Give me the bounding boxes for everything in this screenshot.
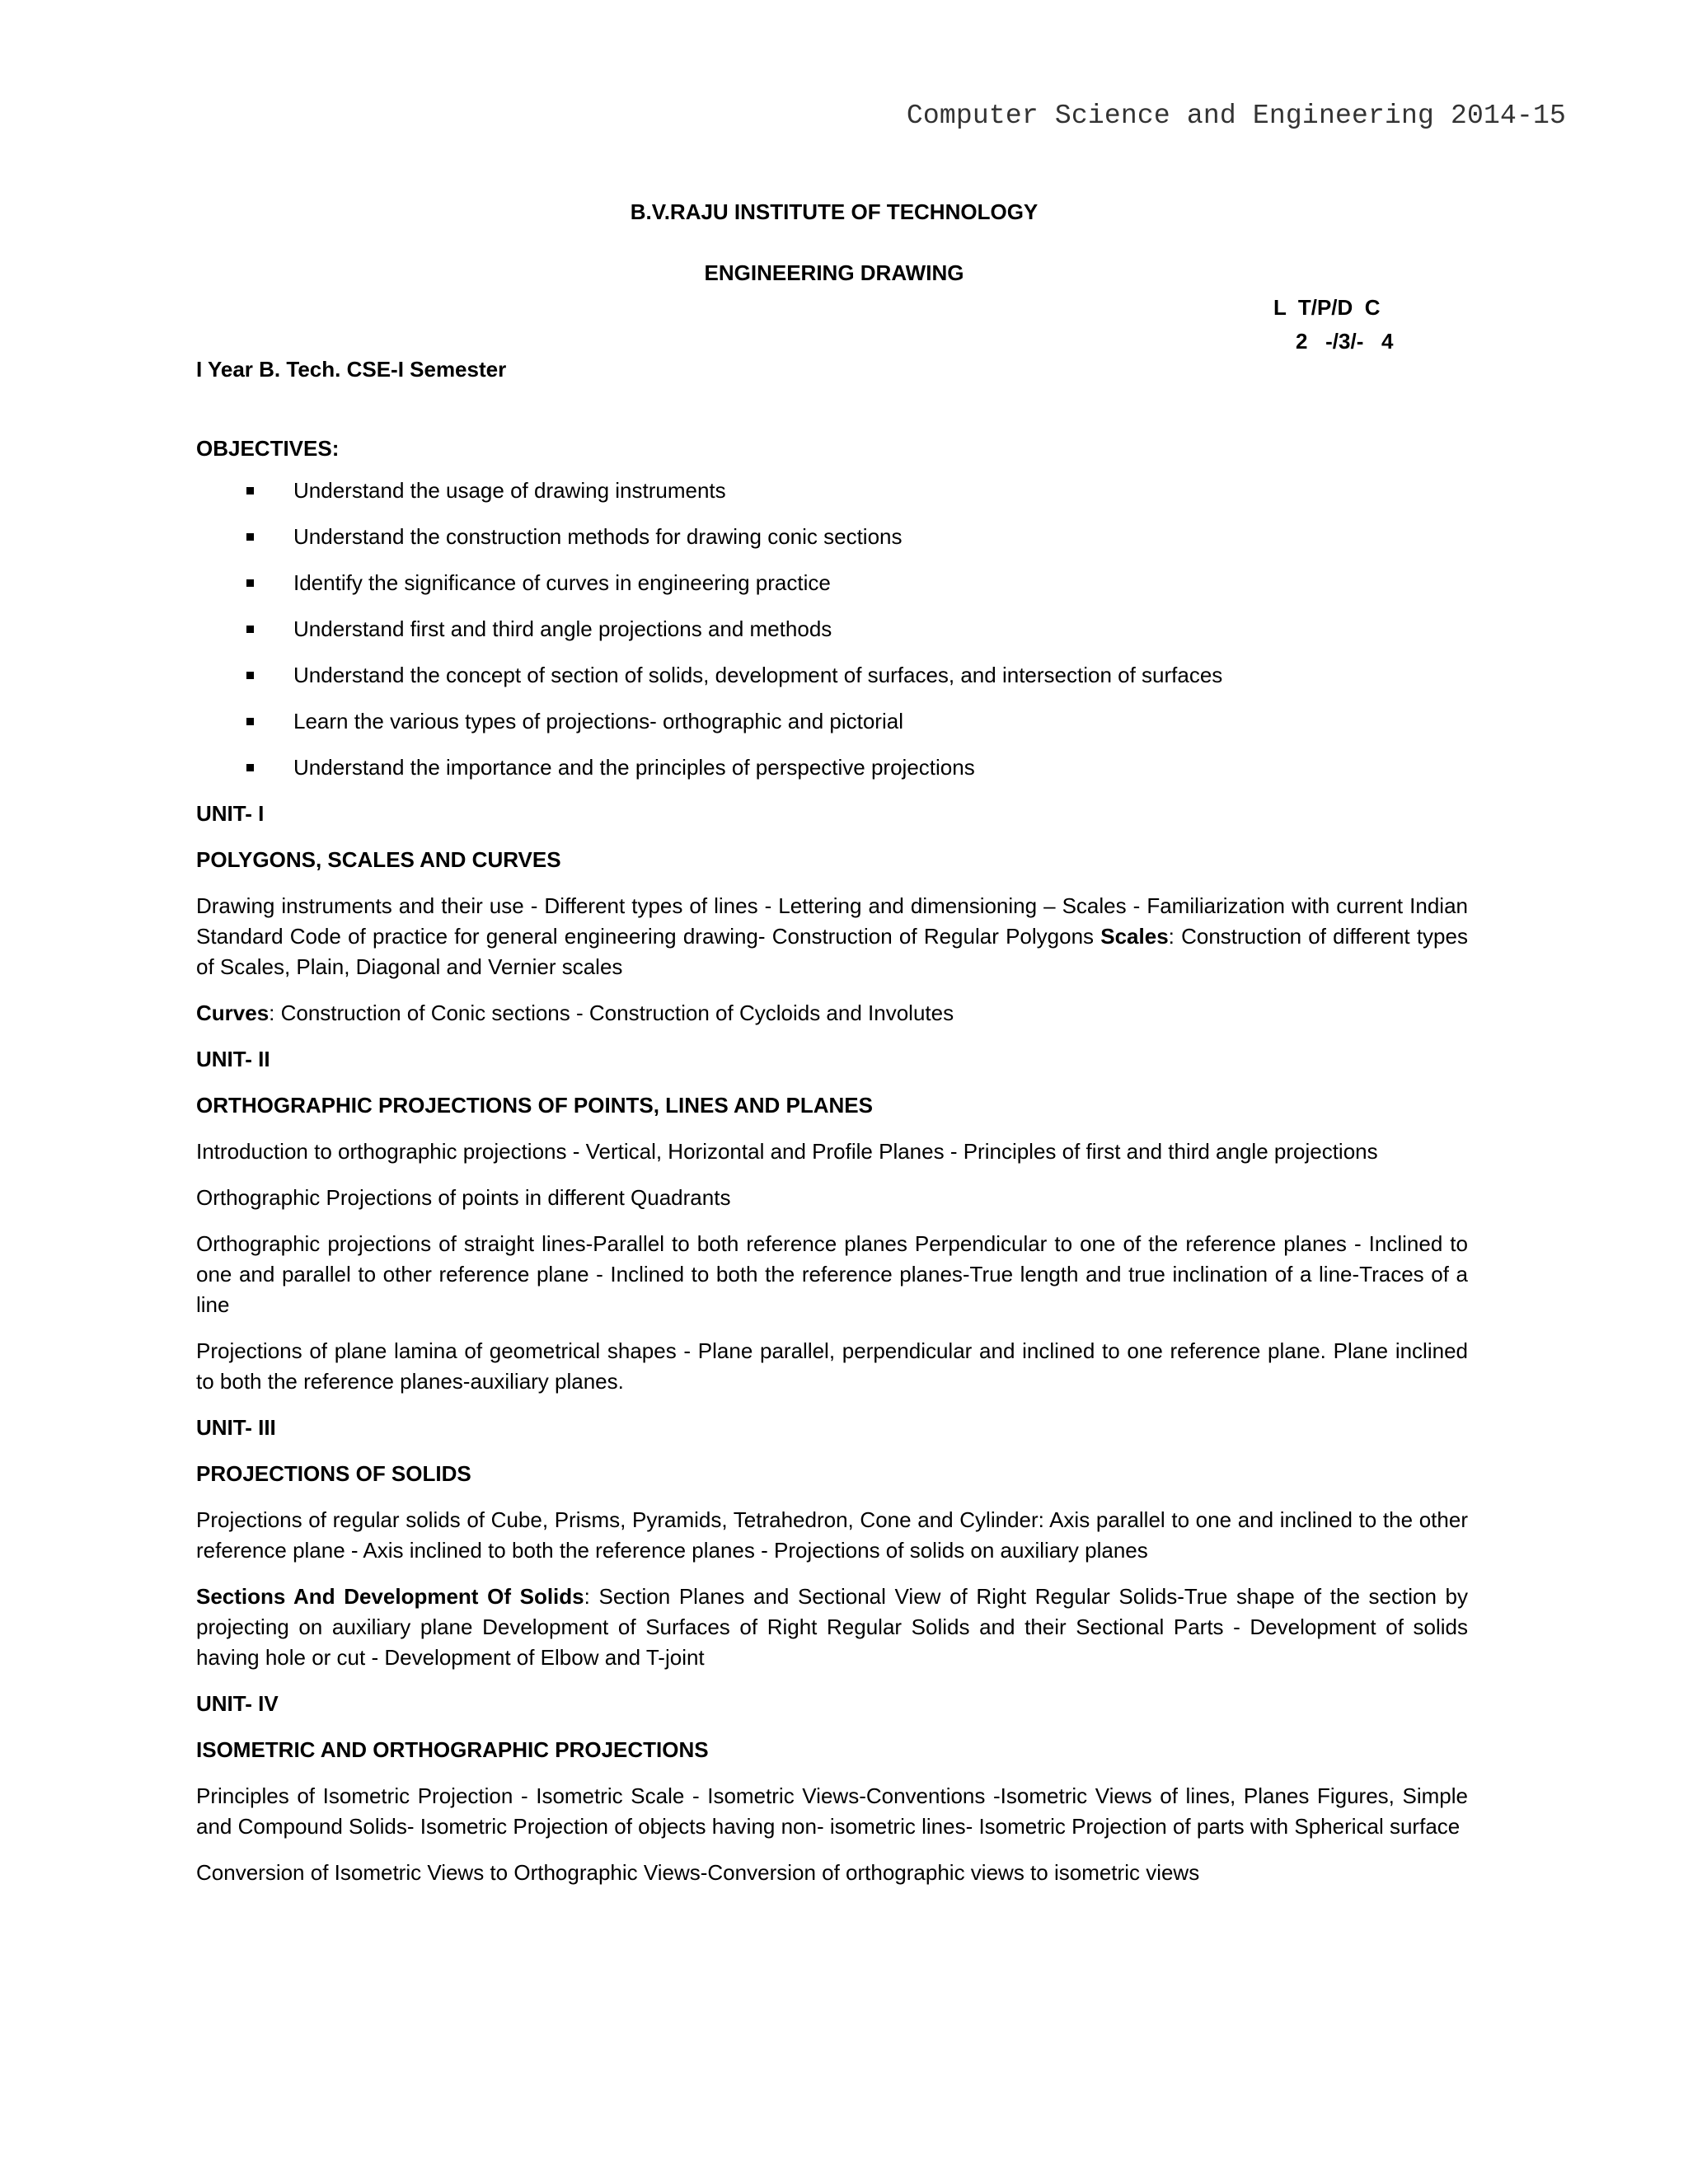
objective-item: Understand the construction methods for drawing conic sections bbox=[196, 522, 1468, 552]
page-header: Computer Science and Engineering 2014-15 bbox=[906, 101, 1566, 131]
unit-2-paragraph: Orthographic projections of straight lines-Parallel to both reference planes Perpendicular to one of the reference planes - Inclined to one and parallel to other reference plane - Inclined to both the reference planes-True length and true inclination of a line-Traces of a line bbox=[196, 1231, 1468, 1317]
unit-4-title: ISOMETRIC AND ORTHOGRAPHIC PROJECTIONS bbox=[196, 1737, 709, 1762]
unit-2-label: UNIT- II bbox=[196, 1047, 270, 1071]
unit-4-paragraph: Principles of Isometric Projection - Isometric Scale - Isometric Views-Conventions -Isometric Views of lines, Planes Figures, Simple and Compound Solids- Isometric Projection of objects having non- isometric lines- Isometric Projection of parts with Spherical surface bbox=[196, 1783, 1468, 1839]
credits-values: 2 -/3/- 4 bbox=[1296, 329, 1394, 354]
square-bullet-icon bbox=[246, 718, 254, 725]
unit-1-curves-paragraph: Curves: Construction of Conic sections - Construction of Cycloids and Involutes bbox=[196, 1001, 954, 1025]
square-bullet-icon bbox=[246, 533, 254, 541]
objectives-list bbox=[196, 476, 1468, 783]
objective-item: Understand the usage of drawing instruments bbox=[196, 476, 1468, 506]
unit-3-label: UNIT- III bbox=[196, 1415, 276, 1440]
square-bullet-icon bbox=[246, 579, 254, 587]
year-semester: I Year B. Tech. CSE-I Semester bbox=[196, 357, 507, 382]
square-bullet-icon bbox=[246, 626, 254, 633]
objective-item: Understand first and third angle projections and methods bbox=[196, 614, 1468, 644]
syllabus-content bbox=[196, 434, 1468, 1904]
square-bullet-icon bbox=[246, 487, 254, 494]
institute-name: B.V.RAJU INSTITUTE OF TECHNOLOGY bbox=[630, 199, 1039, 224]
unit-2-paragraph: Orthographic Projections of points in different Quadrants bbox=[196, 1185, 731, 1210]
unit-2-paragraph: Introduction to orthographic projections - Vertical, Horizontal and Profile Planes - Principles of first and third angle projections bbox=[196, 1139, 1378, 1164]
unit-2-paragraph: Projections of plane lamina of geometrical shapes - Plane parallel, perpendicular and inclined to one reference plane. Plane inclined to both the reference planes-auxiliary planes. bbox=[196, 1338, 1468, 1394]
course-title: ENGINEERING DRAWING bbox=[704, 260, 964, 285]
credits-labels: L T/P/D C bbox=[1273, 295, 1381, 320]
objectives-heading: OBJECTIVES: bbox=[196, 436, 340, 461]
unit-3-paragraph: Projections of regular solids of Cube, Prisms, Pyramids, Tetrahedron, Cone and Cylinder: Axis parallel to one and inclined to the other reference plane - Axis inclined to both the reference planes - Projections of solids on auxiliary planes bbox=[196, 1507, 1468, 1563]
objective-item: Understand the concept of section of solids, development of surfaces, and intersection of surfaces bbox=[196, 660, 1468, 691]
square-bullet-icon bbox=[246, 672, 254, 679]
unit-4-paragraph: Conversion of Isometric Views to Orthographic Views-Conversion of orthographic views to isometric views bbox=[196, 1860, 1200, 1885]
unit-1-label: UNIT- I bbox=[196, 801, 265, 826]
unit-3-title: PROJECTIONS OF SOLIDS bbox=[196, 1461, 471, 1486]
objective-item: Understand the importance and the principles of perspective projections bbox=[196, 752, 1468, 783]
unit-4-label: UNIT- IV bbox=[196, 1691, 279, 1716]
unit-2-title: ORTHOGRAPHIC PROJECTIONS OF POINTS, LINES AND PLANES bbox=[196, 1093, 873, 1118]
objective-item: Learn the various types of projections- orthographic and pictorial bbox=[196, 706, 1468, 737]
unit-1-paragraph: Drawing instruments and their use - Different types of lines - Lettering and dimensioning – Scales - Familiarization with current Indian Standard Code of practice for general engineering drawing- Construction of Regular Polygons Scales: Construction of different types of Scales, Plain, Diagonal and Vernier scales bbox=[196, 893, 1468, 979]
square-bullet-icon bbox=[246, 764, 254, 771]
unit-3-sections-paragraph: Sections And Development Of Solids: Section Planes and Sectional View of Right Regular Solids-True shape of the section by projecting on auxiliary plane Development of Surfaces of Right Regular Solids and their Sectional Parts - Development of solids having hole or cut - Development of Elbow and T-joint bbox=[196, 1584, 1469, 1670]
objective-item: Identify the significance of curves in engineering practice bbox=[196, 568, 1468, 598]
unit-1-title: POLYGONS, SCALES AND CURVES bbox=[196, 847, 561, 872]
